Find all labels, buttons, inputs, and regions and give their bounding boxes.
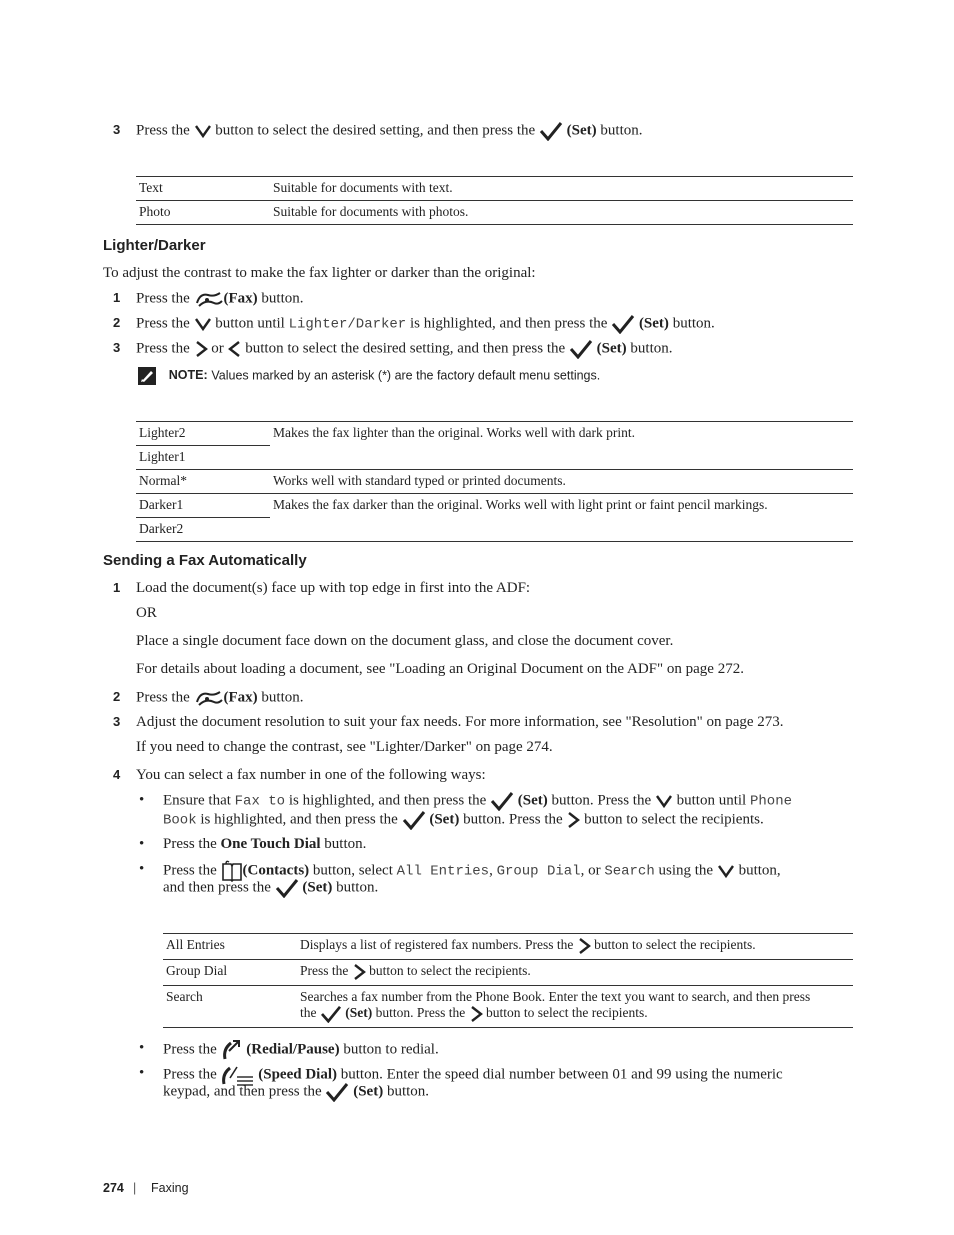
section-heading: Sending a Fax Automatically: [103, 552, 307, 569]
check-icon: [275, 878, 299, 898]
bullet-dot: •: [139, 1065, 145, 1081]
bullet-text: Press the (Speed Dial) button. Enter the speed dial number between 01 and 99 using the numeric: [163, 1064, 783, 1086]
check-icon: [569, 339, 593, 359]
option-desc: Suitable for documents with text.: [273, 180, 453, 195]
contrast-text: If you need to change the contrast, see "Lighter/Darker" on page 274.: [136, 739, 553, 755]
option-desc: Suitable for documents with photos.: [273, 204, 469, 219]
check-icon: [325, 1082, 349, 1102]
bullet-text: Ensure that Fax to is highlighted, and then press the (Set) button. Press the button until Phone: [163, 792, 792, 810]
option-desc: Searches a fax number from the Phone Book. Enter the text you want to search, and then press the (Set) button. Press the button to select the recipients.: [297, 986, 853, 1028]
step-number: 1: [113, 290, 121, 305]
bullet-text: Press the (Contacts) button, select All Entries, Group Dial, or Search using the button,: [163, 860, 781, 882]
bullet-dot: •: [139, 861, 145, 877]
chevron-down-icon: [194, 123, 212, 139]
step-text: Press the (Fax) button.: [136, 289, 304, 309]
step-text: Press the (Fax) button.: [136, 688, 304, 708]
option-desc: Makes the fax darker than the original. Works well with light print or faint pencil markings.: [273, 497, 768, 512]
redial-phone-icon: [221, 1039, 243, 1061]
bullet-text: Book is highlighted, and then press the (Set) button. Press the button to select the recipients.: [163, 811, 764, 829]
note-label: NOTE:: [168, 368, 208, 383]
bullet-dot: •: [139, 1040, 145, 1056]
chevron-down-icon: [717, 863, 735, 879]
check-icon: [539, 121, 563, 141]
note: [137, 366, 600, 386]
chevron-right-icon: [194, 340, 208, 358]
bullet-dot: •: [139, 792, 145, 808]
step-number: 1: [113, 580, 121, 595]
chevron-down-icon: [194, 316, 212, 332]
or-text: OR: [136, 605, 157, 621]
fax-icon: [194, 688, 224, 708]
bullet-text: keypad, and then press the (Set) button.: [163, 1082, 429, 1102]
step-text: Press the or button to select the desired setting, and then press the (Set) button.: [136, 339, 673, 359]
step-text: Press the button until Lighter/Darker is highlighted, and then press the (Set) button.: [136, 315, 715, 333]
step-number: 3: [113, 714, 121, 729]
option-name: Lighter2: [136, 422, 270, 446]
step-number: 3: [113, 122, 121, 137]
section-heading: Lighter/Darker: [103, 237, 206, 254]
option-desc: Press the button to select the recipients.: [297, 960, 853, 986]
page-number: 274: [103, 1181, 124, 1195]
bullet-dot: •: [139, 836, 145, 852]
chevron-right-icon: [577, 937, 591, 955]
option-name: Text: [139, 180, 163, 195]
check-icon: [611, 314, 635, 334]
chevron-left-icon: [228, 340, 242, 358]
bullet-text: Press the (Redial/Pause) button to redial.: [163, 1039, 439, 1061]
option-name: Search: [166, 989, 203, 1004]
footer-section: Faxing: [151, 1181, 189, 1195]
note-pencil-icon: [137, 366, 157, 386]
details-text: For details about loading a document, see "Loading an Original Document on the ADF" on page 272.: [136, 661, 744, 677]
option-name: Lighter1: [136, 446, 270, 470]
option-name: Group Dial: [166, 963, 228, 978]
step-number: 2: [113, 315, 121, 330]
option-name: All Entries: [166, 937, 225, 952]
step-text: Adjust the document resolution to suit your fax needs. For more information, see "Resolution" on page 273.: [136, 714, 784, 730]
option-desc: Works well with standard typed or printed documents.: [270, 470, 853, 494]
option-desc: Displays a list of registered fax numbers. Press the button to select the recipients.: [297, 934, 853, 960]
chevron-right-icon: [469, 1005, 483, 1023]
bullet-text: and then press the (Set) button.: [163, 878, 378, 898]
check-icon: [490, 791, 514, 811]
place-text: Place a single document face down on the document glass, and close the document cover.: [136, 633, 674, 649]
lighter-darker-table: [136, 421, 853, 542]
footer-separator: |: [133, 1181, 137, 1195]
intro-text: To adjust the contrast to make the fax lighter or darker than the original:: [103, 265, 536, 281]
contacts-table: [163, 933, 853, 1028]
fax-icon: [194, 289, 224, 309]
chevron-down-icon: [655, 793, 673, 809]
option-name: Photo: [139, 204, 171, 219]
chevron-right-icon: [566, 811, 580, 829]
option-desc: Makes the fax lighter than the original. Works well with dark print.: [270, 422, 853, 470]
chevron-right-icon: [352, 963, 366, 981]
check-icon: [402, 810, 426, 830]
check-icon: [320, 1005, 342, 1023]
bullet-text: Press the One Touch Dial button.: [163, 836, 367, 852]
note-text: Values marked by an asterisk (*) are the factory default menu settings.: [211, 368, 601, 383]
step-number: 3: [113, 340, 121, 355]
option-name: Normal*: [136, 470, 270, 494]
resolution-table: [136, 176, 853, 225]
option-name: Darker1: [136, 494, 270, 518]
step-text: You can select a fax number in one of the following ways:: [136, 767, 486, 783]
option-name: Darker2: [139, 521, 184, 536]
step-text: Press the button to select the desired setting, and then press the (Set) button.: [136, 121, 643, 141]
step-number: 2: [113, 689, 121, 704]
step-text: Load the document(s) face up with top edge in first into the ADF:: [136, 580, 531, 596]
step-number: 4: [113, 767, 121, 782]
